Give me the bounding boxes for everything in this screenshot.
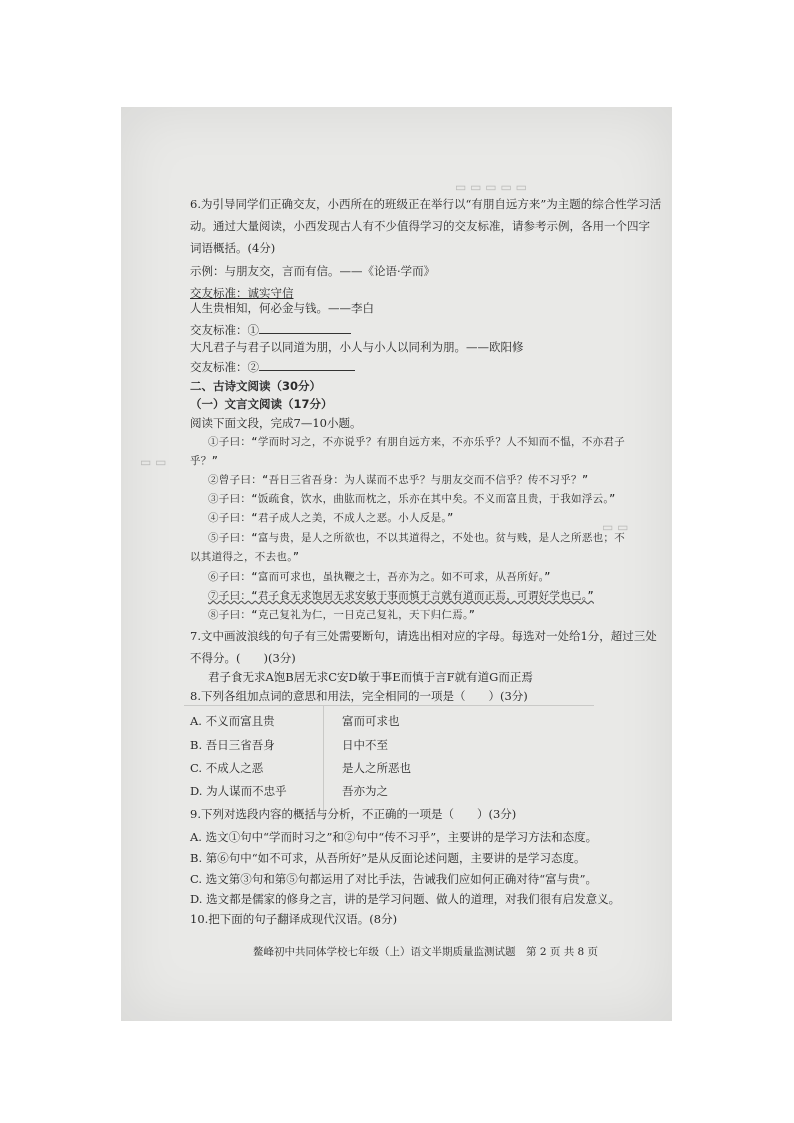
q8-option-b-left: B. 吾日三省吾身 [190, 738, 275, 752]
q6-answer1-row [190, 322, 351, 338]
answer-blank-2[interactable] [259, 359, 355, 371]
q8-option-a-left: A. 不义而富且贵 [190, 714, 275, 728]
q10-stem: 10.把下面的句子翻译成现代汉语。(8分) [190, 912, 398, 926]
show-through-mark: ▭ ▭ [602, 520, 629, 534]
section-title: 二、古诗文阅读（30分） [190, 379, 322, 393]
q6-label1: 交友标准：① [190, 323, 259, 337]
q7-sentence: 君子食无求A饱B居无求C安D敏于事E而慎于言F就有道G而正焉 [208, 670, 533, 684]
q8-option-b-right: 日中不至 [342, 738, 388, 752]
passage-p8: ⑧子曰：“克己复礼为仁，一日克己复礼，天下归仁焉。” [208, 609, 476, 621]
answer-blank-1[interactable] [259, 322, 351, 334]
q6-example-standard: 交友标准：诚实守信 [190, 286, 294, 300]
q6-example: 示例：与朋友交，言而有信。——《论语·学而》 [190, 264, 436, 278]
passage-p2: ②曾子曰：“吾日三省吾身：为人谋而不忠乎？与朋友交而不信乎？传不习乎？” [208, 474, 589, 486]
q8-option-c-right: 是人之所恶也 [342, 761, 411, 775]
q7-stem-line2: 不得分。( )(3分) [190, 651, 296, 665]
passage-p1-line1: ①子曰：“学而时习之，不亦说乎？有朋自远方来，不亦乐乎？人不知而不愠，不亦君子 [208, 436, 626, 448]
q9-option-c: C. 选文第③句和第⑤句都运用了对比手法，告诫我们应如何正确对待“富与贵”。 [190, 872, 597, 886]
q6-item1: 人生贵相知，何必金与钱。——李白 [190, 301, 374, 315]
q9-option-d: D. 选文都是儒家的修身之言，讲的是学习问题、做人的道理，对我们很有启发意义。 [190, 892, 621, 906]
q6-item2: 大凡君子与君子以同道为朋，小人与小人以同利为朋。——欧阳修 [190, 340, 524, 354]
show-through-mark: ▭ ▭ ▭ ▭ ▭ [455, 180, 527, 194]
passage-p6: ⑥子曰：“富而可求也，虽执鞭之士，吾亦为之。如不可求，从吾所好。” [208, 571, 551, 583]
passage-p4: ④子曰：“君子成人之美，不成人之恶。小人反是。” [208, 512, 454, 524]
table-rule [323, 705, 324, 815]
q6-stem-line2: 动。通过大量阅读，小西发现古人有不少值得学习的交友标准，请参考示例，各用一个四字 [190, 219, 650, 233]
show-through-mark: ▭ ▭ [140, 455, 167, 469]
passage-p5-line2: 以其道得之，不去也。” [190, 551, 300, 563]
q8-stem: 8.下列各组加点词的意思和用法，完全相同的一项是（ ）(3分) [190, 689, 528, 703]
q6-stem-line1: 6.为引导同学们正确交友，小西所在的班级正在举行以“有朋自远方来”为主题的综合性学习活 [190, 197, 662, 211]
q8-option-d-left: D. 为人谋而不忠乎 [190, 784, 287, 798]
page-footer: 鳌峰初中共同体学校七年级（上）语文半期质量监测试题 第 2 页 共 8 页 [253, 946, 599, 958]
q9-option-a: A. 选文①句中“学而时习之”和②句中“传不习乎”，主要讲的是学习方法和态度。 [190, 830, 598, 844]
q6-stem-line3: 词语概括。(4分) [190, 241, 276, 255]
subsection-title: （一）文言文阅读（17分） [190, 397, 333, 411]
q8-option-c-left: C. 不成人之恶 [190, 761, 264, 775]
reading-intro: 阅读下面文段，完成7—10小题。 [190, 416, 362, 430]
q8-option-a-right: 富而可求也 [342, 714, 400, 728]
passage-p3: ③子曰：“饭疏食，饮水，曲肱而枕之，乐亦在其中矣。不义而富且贵，于我如浮云。” [208, 493, 616, 505]
q8-option-d-right: 吾亦为之 [342, 784, 388, 798]
passage-p5-line1: ⑤子曰：“富与贵，是人之所欲也，不以其道得之，不处也。贫与贱，是人之所恶也；不 [208, 532, 626, 544]
table-rule [184, 705, 594, 706]
q6-answer2-row [190, 359, 355, 375]
q9-option-b: B. 第⑥句中“如不可求，从吾所好”是从反面论述问题，主要讲的是学习态度。 [190, 851, 586, 865]
q7-stem-line1: 7.文中画波浪线的句子有三处需要断句，请选出相对应的字母。每选对一处给1分，超过三处 [190, 629, 657, 643]
passage-p7: ⑦子曰：“君子食无求饱居无求安敏于事而慎于言就有道而正焉，可谓好学也已。” [208, 590, 594, 602]
q9-stem: 9.下列对选段内容的概括与分析，不正确的一项是（ ）(3分) [190, 807, 517, 821]
passage-p1-line2: 乎？” [190, 455, 219, 467]
q6-label2: 交友标准：② [190, 360, 259, 374]
